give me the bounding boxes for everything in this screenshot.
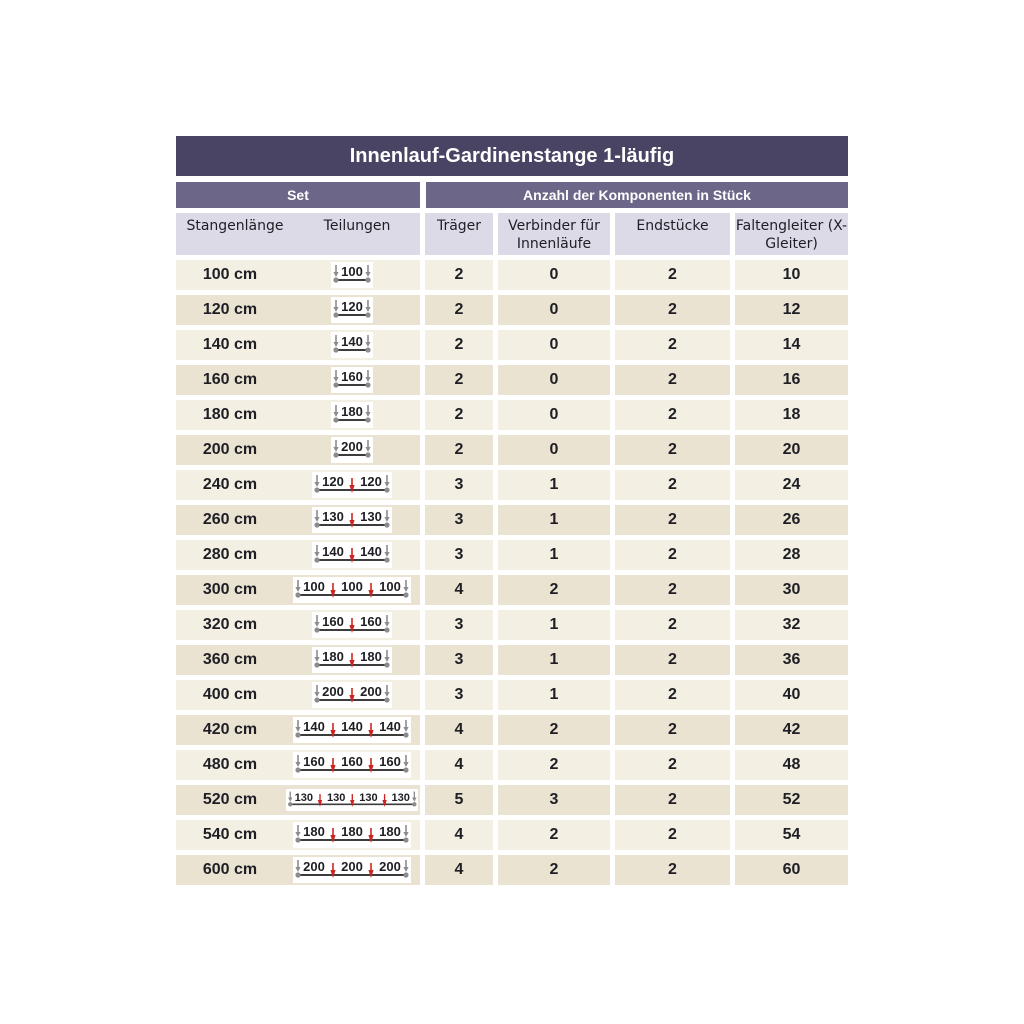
row-length: 240 cm [202, 476, 258, 493]
row-faltengleiter-count: 32 [735, 610, 848, 640]
row-endstuecke-count: 2 [615, 435, 730, 465]
row-endstuecke-count: 2 [615, 820, 730, 850]
row-verbinder-count: 1 [498, 645, 610, 675]
row-traeger-count: 2 [425, 400, 493, 430]
row-traeger-count: 3 [425, 610, 493, 640]
row-endstuecke-count: 2 [615, 855, 730, 885]
set-cell [176, 400, 420, 430]
set-cell [176, 330, 420, 360]
division-diagram [284, 437, 420, 463]
svg-text:180: 180 [303, 824, 325, 839]
row-endstuecke-count: 2 [615, 260, 730, 290]
table-row [176, 575, 848, 605]
row-length: 320 cm [202, 616, 258, 633]
row-traeger-count: 4 [425, 855, 493, 885]
svg-text:120: 120 [341, 299, 363, 314]
svg-text:130: 130 [360, 509, 382, 524]
row-length: 100 cm [202, 266, 258, 283]
row-verbinder-count: 2 [498, 820, 610, 850]
table-row [176, 820, 848, 850]
division-diagram [284, 367, 420, 393]
row-verbinder-count: 0 [498, 260, 610, 290]
row-faltengleiter-count: 10 [735, 260, 848, 290]
row-traeger-count: 5 [425, 785, 493, 815]
set-cell [176, 435, 420, 465]
set-cell [176, 575, 420, 605]
svg-text:140: 140 [379, 719, 401, 734]
row-verbinder-count: 1 [498, 505, 610, 535]
svg-text:160: 160 [341, 754, 363, 769]
row-faltengleiter-count: 52 [735, 785, 848, 815]
row-length: 280 cm [202, 546, 258, 563]
set-cell [176, 260, 420, 290]
column-header-row [176, 213, 848, 255]
division-diagram [284, 507, 420, 533]
row-length: 420 cm [202, 721, 258, 738]
row-faltengleiter-count: 12 [735, 295, 848, 325]
svg-text:100: 100 [341, 264, 363, 279]
division-diagram [284, 332, 420, 358]
set-cell [176, 645, 420, 675]
division-diagram [284, 262, 420, 288]
division-diagram [284, 542, 420, 568]
row-traeger-count: 4 [425, 715, 493, 745]
division-diagram [284, 402, 420, 428]
row-faltengleiter-count: 60 [735, 855, 848, 885]
svg-text:100: 100 [303, 579, 325, 594]
table-row [176, 470, 848, 500]
group-header-row [176, 182, 848, 208]
table-row [176, 260, 848, 290]
product-table [176, 136, 848, 890]
row-traeger-count: 4 [425, 820, 493, 850]
row-length: 160 cm [202, 371, 258, 388]
svg-text:180: 180 [341, 404, 363, 419]
row-traeger-count: 4 [425, 750, 493, 780]
svg-text:160: 160 [379, 754, 401, 769]
division-diagram [284, 682, 420, 708]
group-header-components: Anzahl der Komponenten in Stück [426, 182, 848, 208]
svg-text:130: 130 [294, 791, 313, 804]
column-header-set-block [176, 213, 420, 255]
svg-text:130: 130 [391, 791, 410, 804]
set-cell [176, 610, 420, 640]
row-verbinder-count: 1 [498, 470, 610, 500]
column-header-length: Stangenlänge [186, 218, 284, 234]
row-length: 180 cm [202, 406, 258, 423]
svg-text:140: 140 [322, 544, 344, 559]
row-length: 120 cm [202, 301, 258, 318]
table-row [176, 295, 848, 325]
row-verbinder-count: 0 [498, 295, 610, 325]
set-cell [176, 680, 420, 710]
row-endstuecke-count: 2 [615, 330, 730, 360]
row-verbinder-count: 0 [498, 365, 610, 395]
table-row [176, 855, 848, 885]
row-length: 520 cm [202, 791, 258, 808]
table-row [176, 505, 848, 535]
row-verbinder-count: 1 [498, 540, 610, 570]
division-diagram [284, 717, 420, 743]
row-faltengleiter-count: 14 [735, 330, 848, 360]
svg-text:200: 200 [303, 859, 325, 874]
set-cell [176, 785, 420, 815]
svg-text:120: 120 [322, 474, 344, 489]
svg-text:130: 130 [326, 791, 346, 804]
row-traeger-count: 2 [425, 435, 493, 465]
row-verbinder-count: 0 [498, 330, 610, 360]
svg-text:180: 180 [360, 649, 382, 664]
table-row [176, 610, 848, 640]
row-length: 200 cm [202, 441, 258, 458]
row-faltengleiter-count: 42 [735, 715, 848, 745]
row-traeger-count: 3 [425, 645, 493, 675]
column-header-traeger: Träger [425, 213, 493, 255]
table-title: Innenlauf-Gardinenstange 1-läufig [176, 136, 848, 176]
table-row [176, 400, 848, 430]
row-endstuecke-count: 2 [615, 505, 730, 535]
table-body [176, 260, 848, 885]
svg-text:140: 140 [303, 719, 325, 734]
row-verbinder-count: 2 [498, 715, 610, 745]
row-faltengleiter-count: 54 [735, 820, 848, 850]
row-traeger-count: 2 [425, 365, 493, 395]
row-traeger-count: 3 [425, 470, 493, 500]
row-length: 260 cm [202, 511, 258, 528]
row-traeger-count: 3 [425, 540, 493, 570]
table-row [176, 540, 848, 570]
svg-text:200: 200 [341, 439, 363, 454]
row-length: 360 cm [202, 651, 258, 668]
svg-text:160: 160 [303, 754, 325, 769]
division-diagram [284, 822, 420, 848]
row-faltengleiter-count: 20 [735, 435, 848, 465]
svg-text:180: 180 [322, 649, 344, 664]
row-faltengleiter-count: 30 [735, 575, 848, 605]
svg-text:140: 140 [341, 719, 363, 734]
row-endstuecke-count: 2 [615, 575, 730, 605]
row-length: 140 cm [202, 336, 258, 353]
row-faltengleiter-count: 26 [735, 505, 848, 535]
row-endstuecke-count: 2 [615, 540, 730, 570]
row-faltengleiter-count: 48 [735, 750, 848, 780]
row-traeger-count: 2 [425, 260, 493, 290]
row-endstuecke-count: 2 [615, 750, 730, 780]
set-cell [176, 750, 420, 780]
row-length: 400 cm [202, 686, 258, 703]
table-row [176, 435, 848, 465]
row-faltengleiter-count: 36 [735, 645, 848, 675]
table-row [176, 750, 848, 780]
row-faltengleiter-count: 18 [735, 400, 848, 430]
column-header-faltengleiter: Faltengleiter (X-Gleiter) [735, 213, 848, 255]
row-verbinder-count: 0 [498, 400, 610, 430]
division-diagram [284, 472, 420, 498]
row-endstuecke-count: 2 [615, 295, 730, 325]
row-traeger-count: 2 [425, 330, 493, 360]
table-row [176, 365, 848, 395]
svg-text:160: 160 [341, 369, 363, 384]
row-endstuecke-count: 2 [615, 785, 730, 815]
table-row [176, 785, 848, 815]
division-diagram [284, 857, 420, 883]
svg-text:120: 120 [360, 474, 382, 489]
row-verbinder-count: 1 [498, 610, 610, 640]
svg-text:200: 200 [379, 859, 401, 874]
row-verbinder-count: 0 [498, 435, 610, 465]
group-header-set: Set [176, 182, 420, 208]
table-row [176, 715, 848, 745]
row-verbinder-count: 1 [498, 680, 610, 710]
table-row [176, 645, 848, 675]
row-faltengleiter-count: 40 [735, 680, 848, 710]
division-diagram [284, 297, 420, 323]
division-diagram [284, 612, 420, 638]
svg-text:140: 140 [341, 334, 363, 349]
svg-text:130: 130 [358, 791, 378, 804]
table-row [176, 680, 848, 710]
svg-text:200: 200 [341, 859, 363, 874]
row-traeger-count: 3 [425, 505, 493, 535]
row-endstuecke-count: 2 [615, 645, 730, 675]
row-endstuecke-count: 2 [615, 365, 730, 395]
row-verbinder-count: 2 [498, 575, 610, 605]
table-row [176, 330, 848, 360]
set-cell [176, 715, 420, 745]
svg-text:100: 100 [379, 579, 401, 594]
column-header-divisions: Teilungen [323, 218, 391, 234]
row-traeger-count: 4 [425, 575, 493, 605]
row-faltengleiter-count: 28 [735, 540, 848, 570]
row-endstuecke-count: 2 [615, 400, 730, 430]
division-diagram [284, 752, 420, 778]
row-endstuecke-count: 2 [615, 680, 730, 710]
row-traeger-count: 3 [425, 680, 493, 710]
division-diagram [284, 577, 420, 603]
row-endstuecke-count: 2 [615, 610, 730, 640]
svg-text:140: 140 [360, 544, 382, 559]
set-cell [176, 540, 420, 570]
row-verbinder-count: 2 [498, 855, 610, 885]
svg-text:130: 130 [322, 509, 344, 524]
svg-text:180: 180 [341, 824, 363, 839]
row-length: 300 cm [202, 581, 258, 598]
division-diagram [284, 647, 420, 673]
row-length: 600 cm [202, 861, 258, 878]
column-header-endstuecke: Endstücke [615, 213, 730, 255]
svg-text:160: 160 [322, 614, 344, 629]
set-cell [176, 295, 420, 325]
row-verbinder-count: 3 [498, 785, 610, 815]
row-verbinder-count: 2 [498, 750, 610, 780]
set-cell [176, 820, 420, 850]
svg-text:160: 160 [360, 614, 382, 629]
row-faltengleiter-count: 16 [735, 365, 848, 395]
row-length: 480 cm [202, 756, 258, 773]
set-cell [176, 505, 420, 535]
svg-text:200: 200 [322, 684, 344, 699]
svg-text:180: 180 [379, 824, 401, 839]
row-endstuecke-count: 2 [615, 715, 730, 745]
column-header-verbinder: Verbinder für Innenläufe [498, 213, 610, 255]
set-cell [176, 365, 420, 395]
set-cell [176, 470, 420, 500]
division-diagram [284, 789, 420, 811]
row-faltengleiter-count: 24 [735, 470, 848, 500]
row-length: 540 cm [202, 826, 258, 843]
svg-text:200: 200 [360, 684, 382, 699]
set-cell [176, 855, 420, 885]
svg-text:100: 100 [341, 579, 363, 594]
row-endstuecke-count: 2 [615, 470, 730, 500]
row-traeger-count: 2 [425, 295, 493, 325]
